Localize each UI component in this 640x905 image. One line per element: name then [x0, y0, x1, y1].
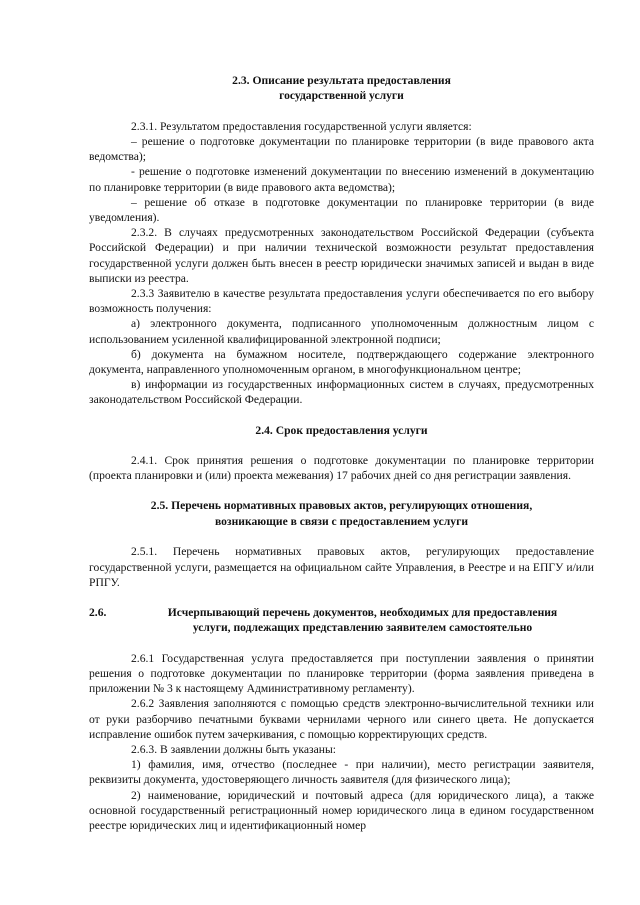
heading-line: государственной услуги: [279, 89, 404, 103]
paragraph: 2.3.3 Заявителю в качестве результата предоставления услуги обеспечивается по его выбору возможность получения:: [89, 287, 594, 316]
paragraph: а) электронного документа, подписанного уполномоченным должностным лицом с использованием усиленной квалифицированной электронной подписи;: [89, 317, 594, 346]
paragraph: 2.6.3. В заявлении должны быть указаны:: [131, 742, 336, 756]
section-number: 2.6.: [89, 605, 107, 619]
section-2-6-heading: [89, 605, 594, 636]
paragraph: - решение о подготовке изменений документации по внесению изменений в документацию по планировке территории (в виде правового акта ведомства);: [89, 165, 594, 194]
paragraph: 2.3.2. В случаях предусмотренных законодательством Российской Федерации (субъекта Российской Федерации) и при наличии технической возможности результат предоставления государственной услуги должен быть внесен в реестр юридически значимых записей и выдан в виде выписки из реестра.: [89, 226, 594, 285]
section-2-5-heading: [89, 498, 594, 529]
paragraph: 1) фамилия, имя, отчество (последнее - при наличии), место регистрации заявителя, реквизиты документа, удостоверяющего личность заявителя (для физического лица);: [89, 758, 594, 787]
paragraph: – решение о подготовке документации по планировке территории (в виде правового акта ведомства);: [89, 135, 594, 164]
paragraph: 2) наименование, юридический и почтовый адреса (для юридического лица), а также основной государственный регистрационный номер юридического лица в едином государственном реестре юридических лиц и идентификационный номер: [89, 788, 594, 832]
paragraph: 2.4.1. Срок принятия решения о подготовке документации по планировке территории (проекта планировки и (или) проекта межевания) 17 рабочих дней со дня регистрации заявления.: [89, 454, 594, 483]
section-2-4-heading: [89, 423, 594, 438]
paragraph: 2.6.1 Государственная услуга предоставляется при поступлении заявления о принятии решения о подготовке документации по планировке территории (форма заявления приведена в приложении № 3 к настоящему Административному регламенту).: [89, 651, 594, 696]
heading-line: услуги, подлежащих представлению заявителем самостоятельно: [192, 621, 533, 635]
paragraph: 2.6.2 Заявления заполняются с помощью средств электронно-вычислительной техники или от руки разборчиво печатными буквами чернилами черного или синего цвета. Не допускается исправление ошибок путем зачеркивания, с помощью корректирующих средств.: [89, 697, 594, 741]
section-2-3-heading: [89, 73, 594, 104]
paragraph: 2.5.1. Перечень нормативных правовых актов, регулирующих предоставление государственной услуги, размещается на официальном сайте Управления, в Реестре и на ЕПГУ и/или РПГУ.: [89, 545, 594, 589]
heading-title: [131, 605, 594, 636]
heading-line: 2.3. Описание результата предоставления: [232, 74, 451, 87]
document-content: [89, 73, 594, 833]
paragraph: б) документа на бумажном носителе, подтверждающего содержание электронного документа, направленного уполномоченным органом, в многофункциональном центре;: [89, 347, 594, 377]
paragraph: 2.3.1. Результатом предоставления государственной услуги является:: [131, 119, 472, 133]
paragraph: – решение об отказе в подготовке документации по планировке территории (в виде уведомления).: [89, 195, 594, 225]
heading-line: 2.5. Перечень нормативных правовых актов, регулирующих отношения,: [150, 499, 533, 513]
heading-line: возникающие в связи с предоставлением услуги: [214, 514, 469, 528]
heading-line: 2.4. Срок предоставления услуги: [255, 423, 428, 437]
heading-line: Исчерпывающий перечень документов, необходимых для предоставления: [167, 605, 558, 619]
paragraph: в) информации из государственных информационных систем в случаях, предусмотренных законодательством Российской Федерации.: [89, 378, 594, 407]
